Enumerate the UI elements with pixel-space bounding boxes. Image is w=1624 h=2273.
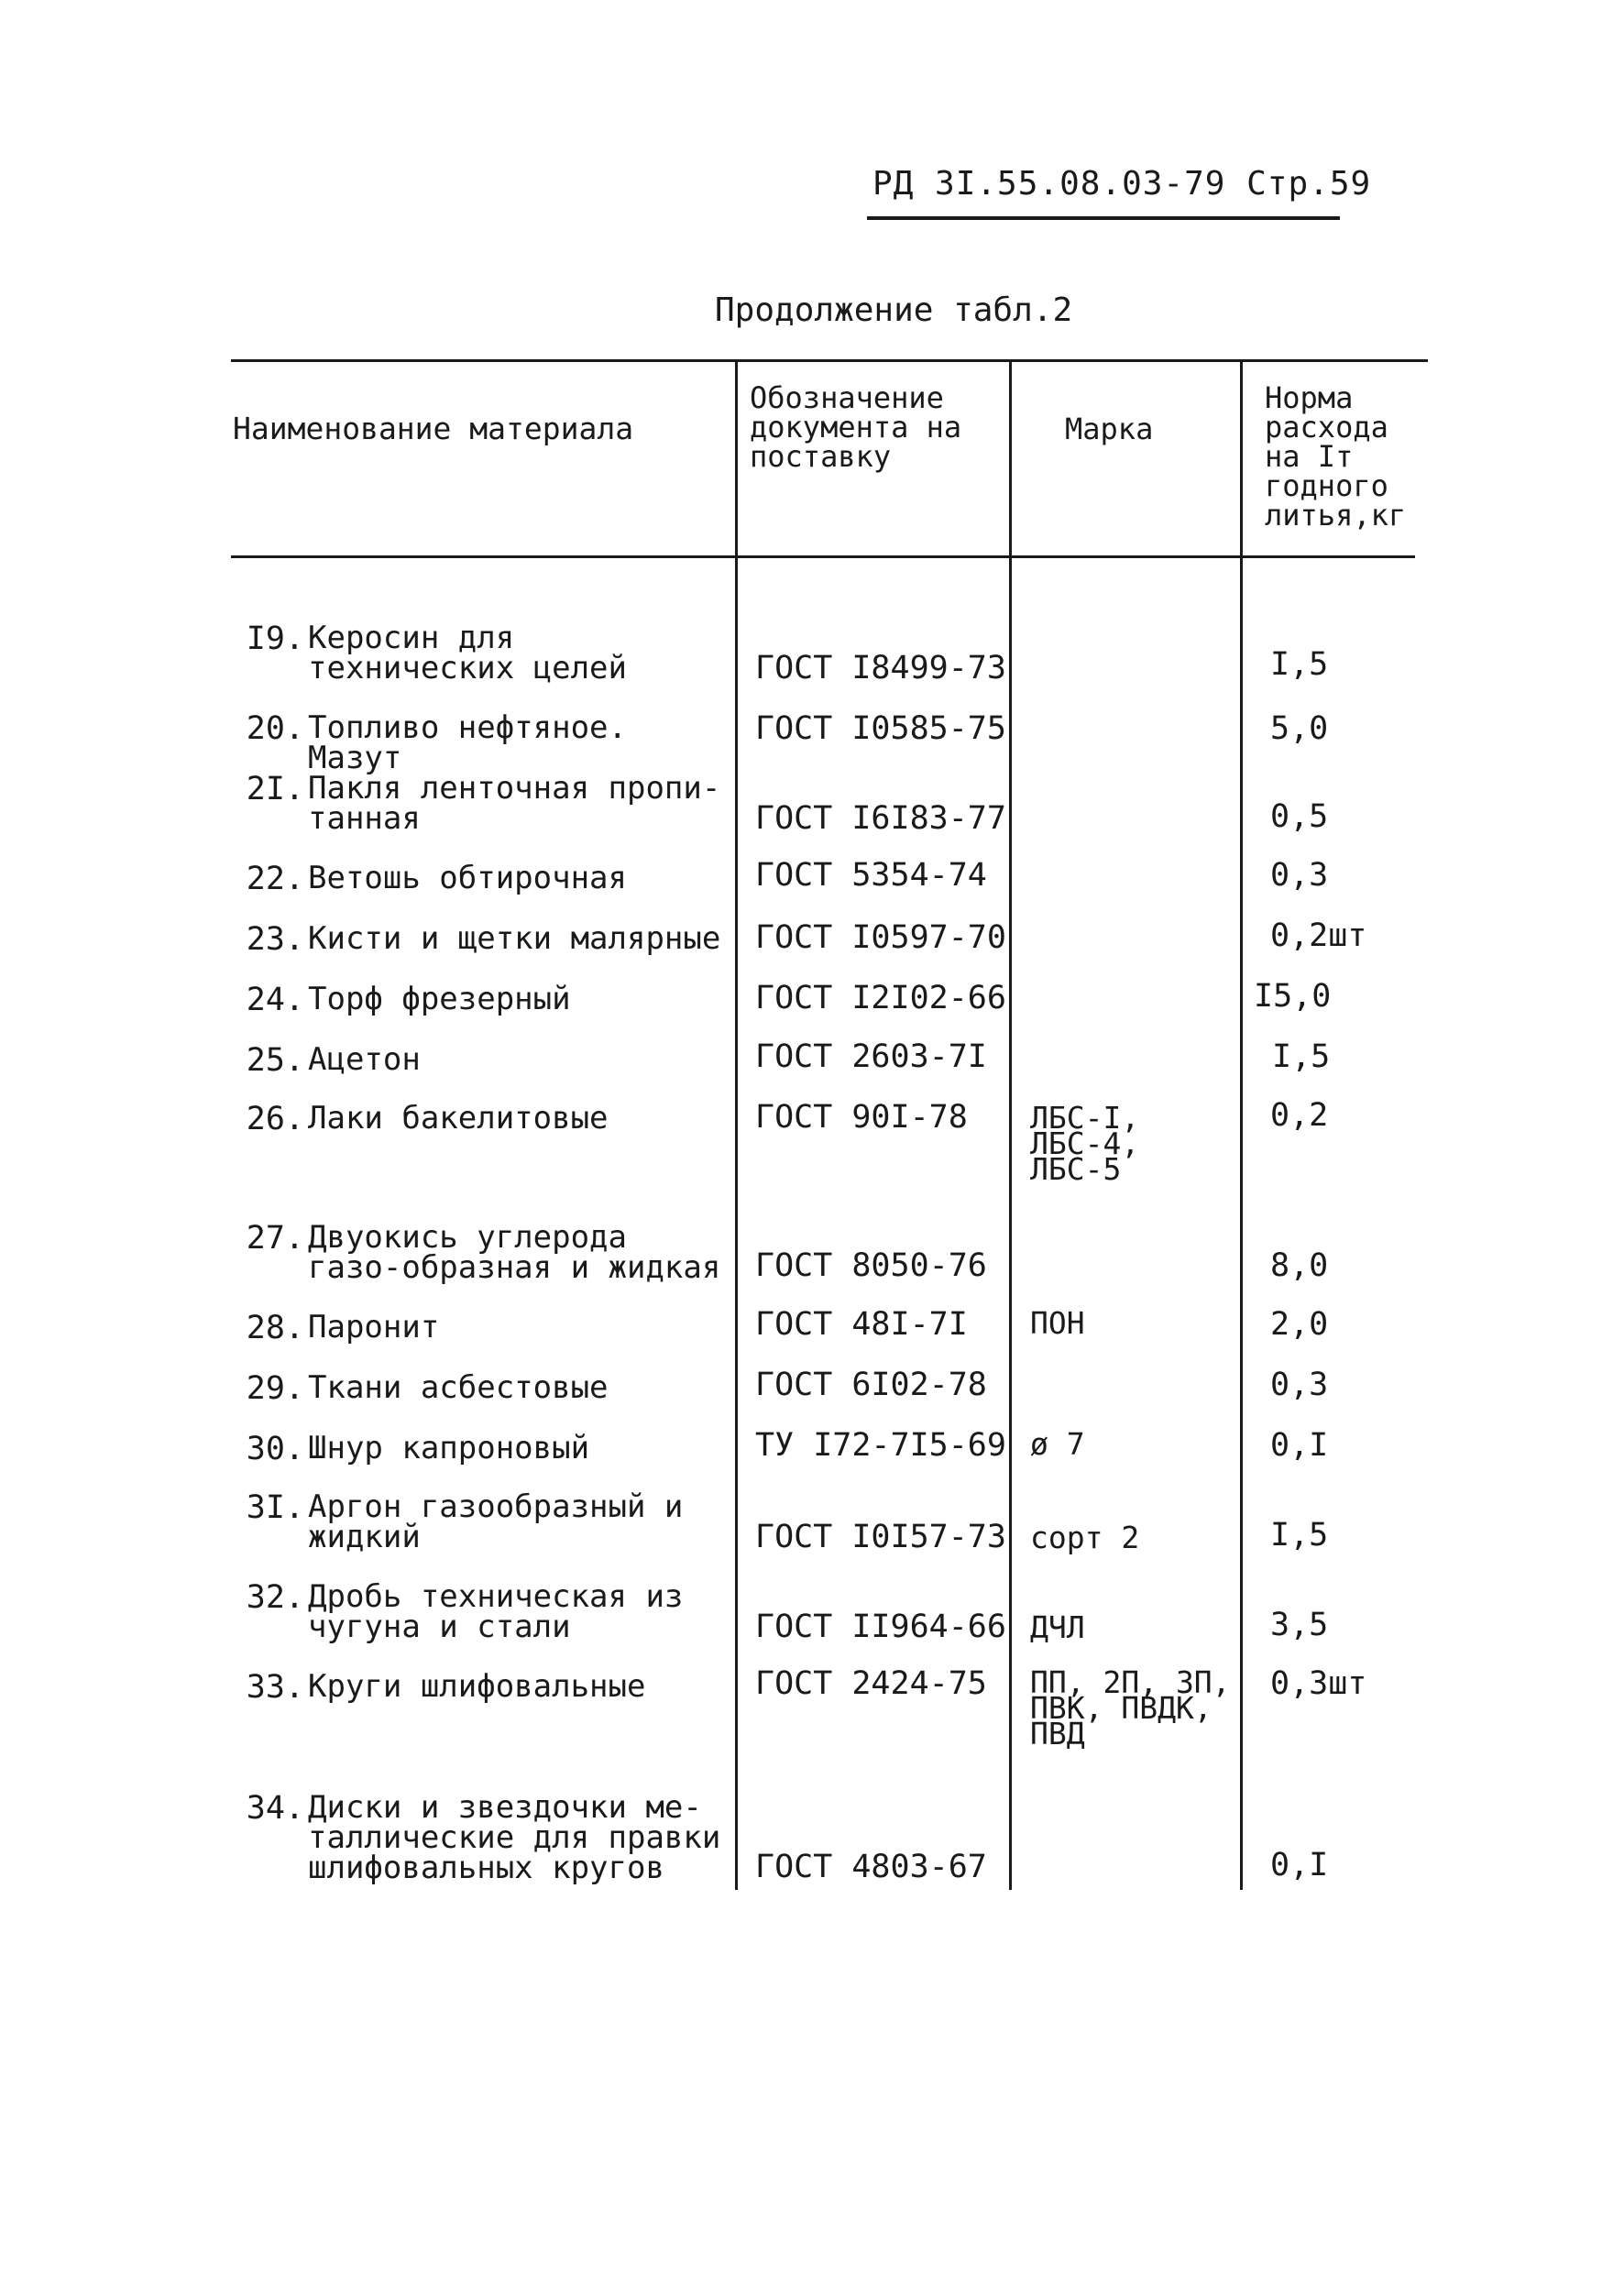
consumption-norm: 0,I	[1270, 1427, 1329, 1464]
consumption-norm: 5,0	[1270, 710, 1329, 747]
row-number: 33.	[246, 1669, 304, 1706]
material-name: Двуокись углерода газо-образная и жидкая	[308, 1219, 721, 1286]
document-code: ГОСТ I2I02-66	[755, 980, 1006, 1016]
document-code: ГОСТ I0597-70	[755, 919, 1006, 956]
row-number: 29.	[246, 1370, 304, 1407]
material-name: Керосин для технических целей	[308, 620, 627, 686]
row-number: 30.	[246, 1431, 304, 1467]
document-code: ГОСТ 2603-7I	[755, 1038, 987, 1075]
document-code: ГОСТ 6I02-78	[755, 1367, 987, 1403]
consumption-norm: I,5	[1272, 1038, 1331, 1075]
material-name: Диски и звездочки ме-таллические для правки шлифовальных кругов	[308, 1789, 721, 1886]
material-name: Топливо нефтяное. Мазут	[308, 709, 627, 776]
column-header-norm: Норма расхода на Iт годного литья,кг	[1265, 380, 1407, 533]
row-number: 23.	[246, 921, 304, 958]
consumption-norm: 0,5	[1270, 798, 1329, 835]
table-top-rule	[231, 359, 1428, 362]
page-header: РД 3I.55.08.03-79 Стр.59	[872, 165, 1372, 203]
material-name: Кисти и щетки малярные	[308, 920, 721, 957]
material-mark: ЛБС-I, ЛБС-4, ЛБС-5	[1030, 1100, 1140, 1187]
row-number: 27.	[246, 1220, 304, 1257]
document-code: ГОСТ I8499-73	[755, 650, 1006, 686]
document-code: ГОСТ II964-66	[755, 1609, 1006, 1645]
consumption-norm: 2,0	[1270, 1306, 1329, 1343]
material-name: Лаки бакелитовые	[308, 1100, 609, 1136]
material-name: Ветошь обтирочная	[308, 860, 627, 896]
row-number: 20.	[246, 710, 304, 747]
document-code: ТУ I72-7I5-69	[755, 1427, 1006, 1464]
row-number: 26.	[246, 1101, 304, 1137]
consumption-norm: 3,5	[1270, 1607, 1329, 1643]
material-name: Дробь техническая из чугуна и стали	[308, 1578, 684, 1645]
consumption-norm: I,5	[1270, 646, 1329, 683]
consumption-norm: 0,2шт	[1270, 917, 1367, 954]
document-code: ГОСТ 4803-67	[755, 1849, 987, 1885]
row-number: 28.	[246, 1310, 304, 1346]
table-header-rule	[231, 555, 1415, 558]
consumption-norm: 8,0	[1270, 1247, 1329, 1284]
material-name: Пакля ленточная пропи-танная	[308, 770, 721, 837]
column-header-mark: Марка	[1065, 412, 1154, 446]
material-name: Паронит	[308, 1309, 440, 1345]
material-name: Торф фрезерный	[308, 981, 571, 1017]
row-number: 2I.	[246, 771, 304, 807]
consumption-norm: 0,3	[1270, 1367, 1329, 1403]
document-code: ГОСТ 2424-75	[755, 1665, 987, 1702]
row-number: 22.	[246, 861, 304, 897]
material-name: Круги шлифовальные	[308, 1668, 646, 1705]
material-mark: ПП, 2П, 3П, ПВК, ПВДК, ПВД	[1030, 1664, 1231, 1751]
document-code: ГОСТ 8050-76	[755, 1247, 987, 1284]
material-name: Аргон газообразный и жидкий	[308, 1488, 684, 1555]
document-code: ГОСТ 48I-7I	[755, 1306, 968, 1343]
material-mark: сорт 2	[1030, 1520, 1140, 1555]
material-mark: ø 7	[1030, 1426, 1085, 1462]
consumption-norm: I,5	[1270, 1517, 1329, 1554]
consumption-norm: I5,0	[1254, 978, 1332, 1015]
header-underline	[867, 216, 1340, 220]
row-number: I9.	[246, 620, 304, 657]
material-mark: ДЧЛ	[1030, 1609, 1085, 1645]
consumption-norm: 0,3	[1270, 857, 1329, 894]
material-mark: ПОН	[1030, 1305, 1085, 1341]
document-code: ГОСТ I6I83-77	[755, 800, 1006, 837]
row-number: 34.	[246, 1790, 304, 1827]
table-caption: Продолжение табл.2	[715, 291, 1073, 329]
column-divider-3	[1240, 359, 1243, 1890]
row-number: 32.	[246, 1579, 304, 1616]
consumption-norm: 0,I	[1270, 1847, 1329, 1883]
document-code: ГОСТ I0I57-73	[755, 1519, 1006, 1555]
column-header-doc: Обозначение документа на поставку	[750, 380, 962, 474]
consumption-norm: 0,2	[1270, 1097, 1329, 1134]
material-name: Шнур капроновый	[308, 1430, 590, 1466]
material-name: Ткани асбестовые	[308, 1369, 609, 1406]
document-code: ГОСТ 90I-78	[755, 1099, 968, 1136]
document-code: ГОСТ I0585-75	[755, 710, 1006, 747]
row-number: 24.	[246, 982, 304, 1018]
row-number: 25.	[246, 1042, 304, 1079]
row-number: 3I.	[246, 1489, 304, 1526]
document-code: ГОСТ 5354-74	[755, 857, 987, 894]
consumption-norm: 0,3шт	[1270, 1665, 1367, 1702]
material-name: Ацетон	[308, 1041, 421, 1078]
column-header-name: Наименование материала	[233, 411, 634, 446]
